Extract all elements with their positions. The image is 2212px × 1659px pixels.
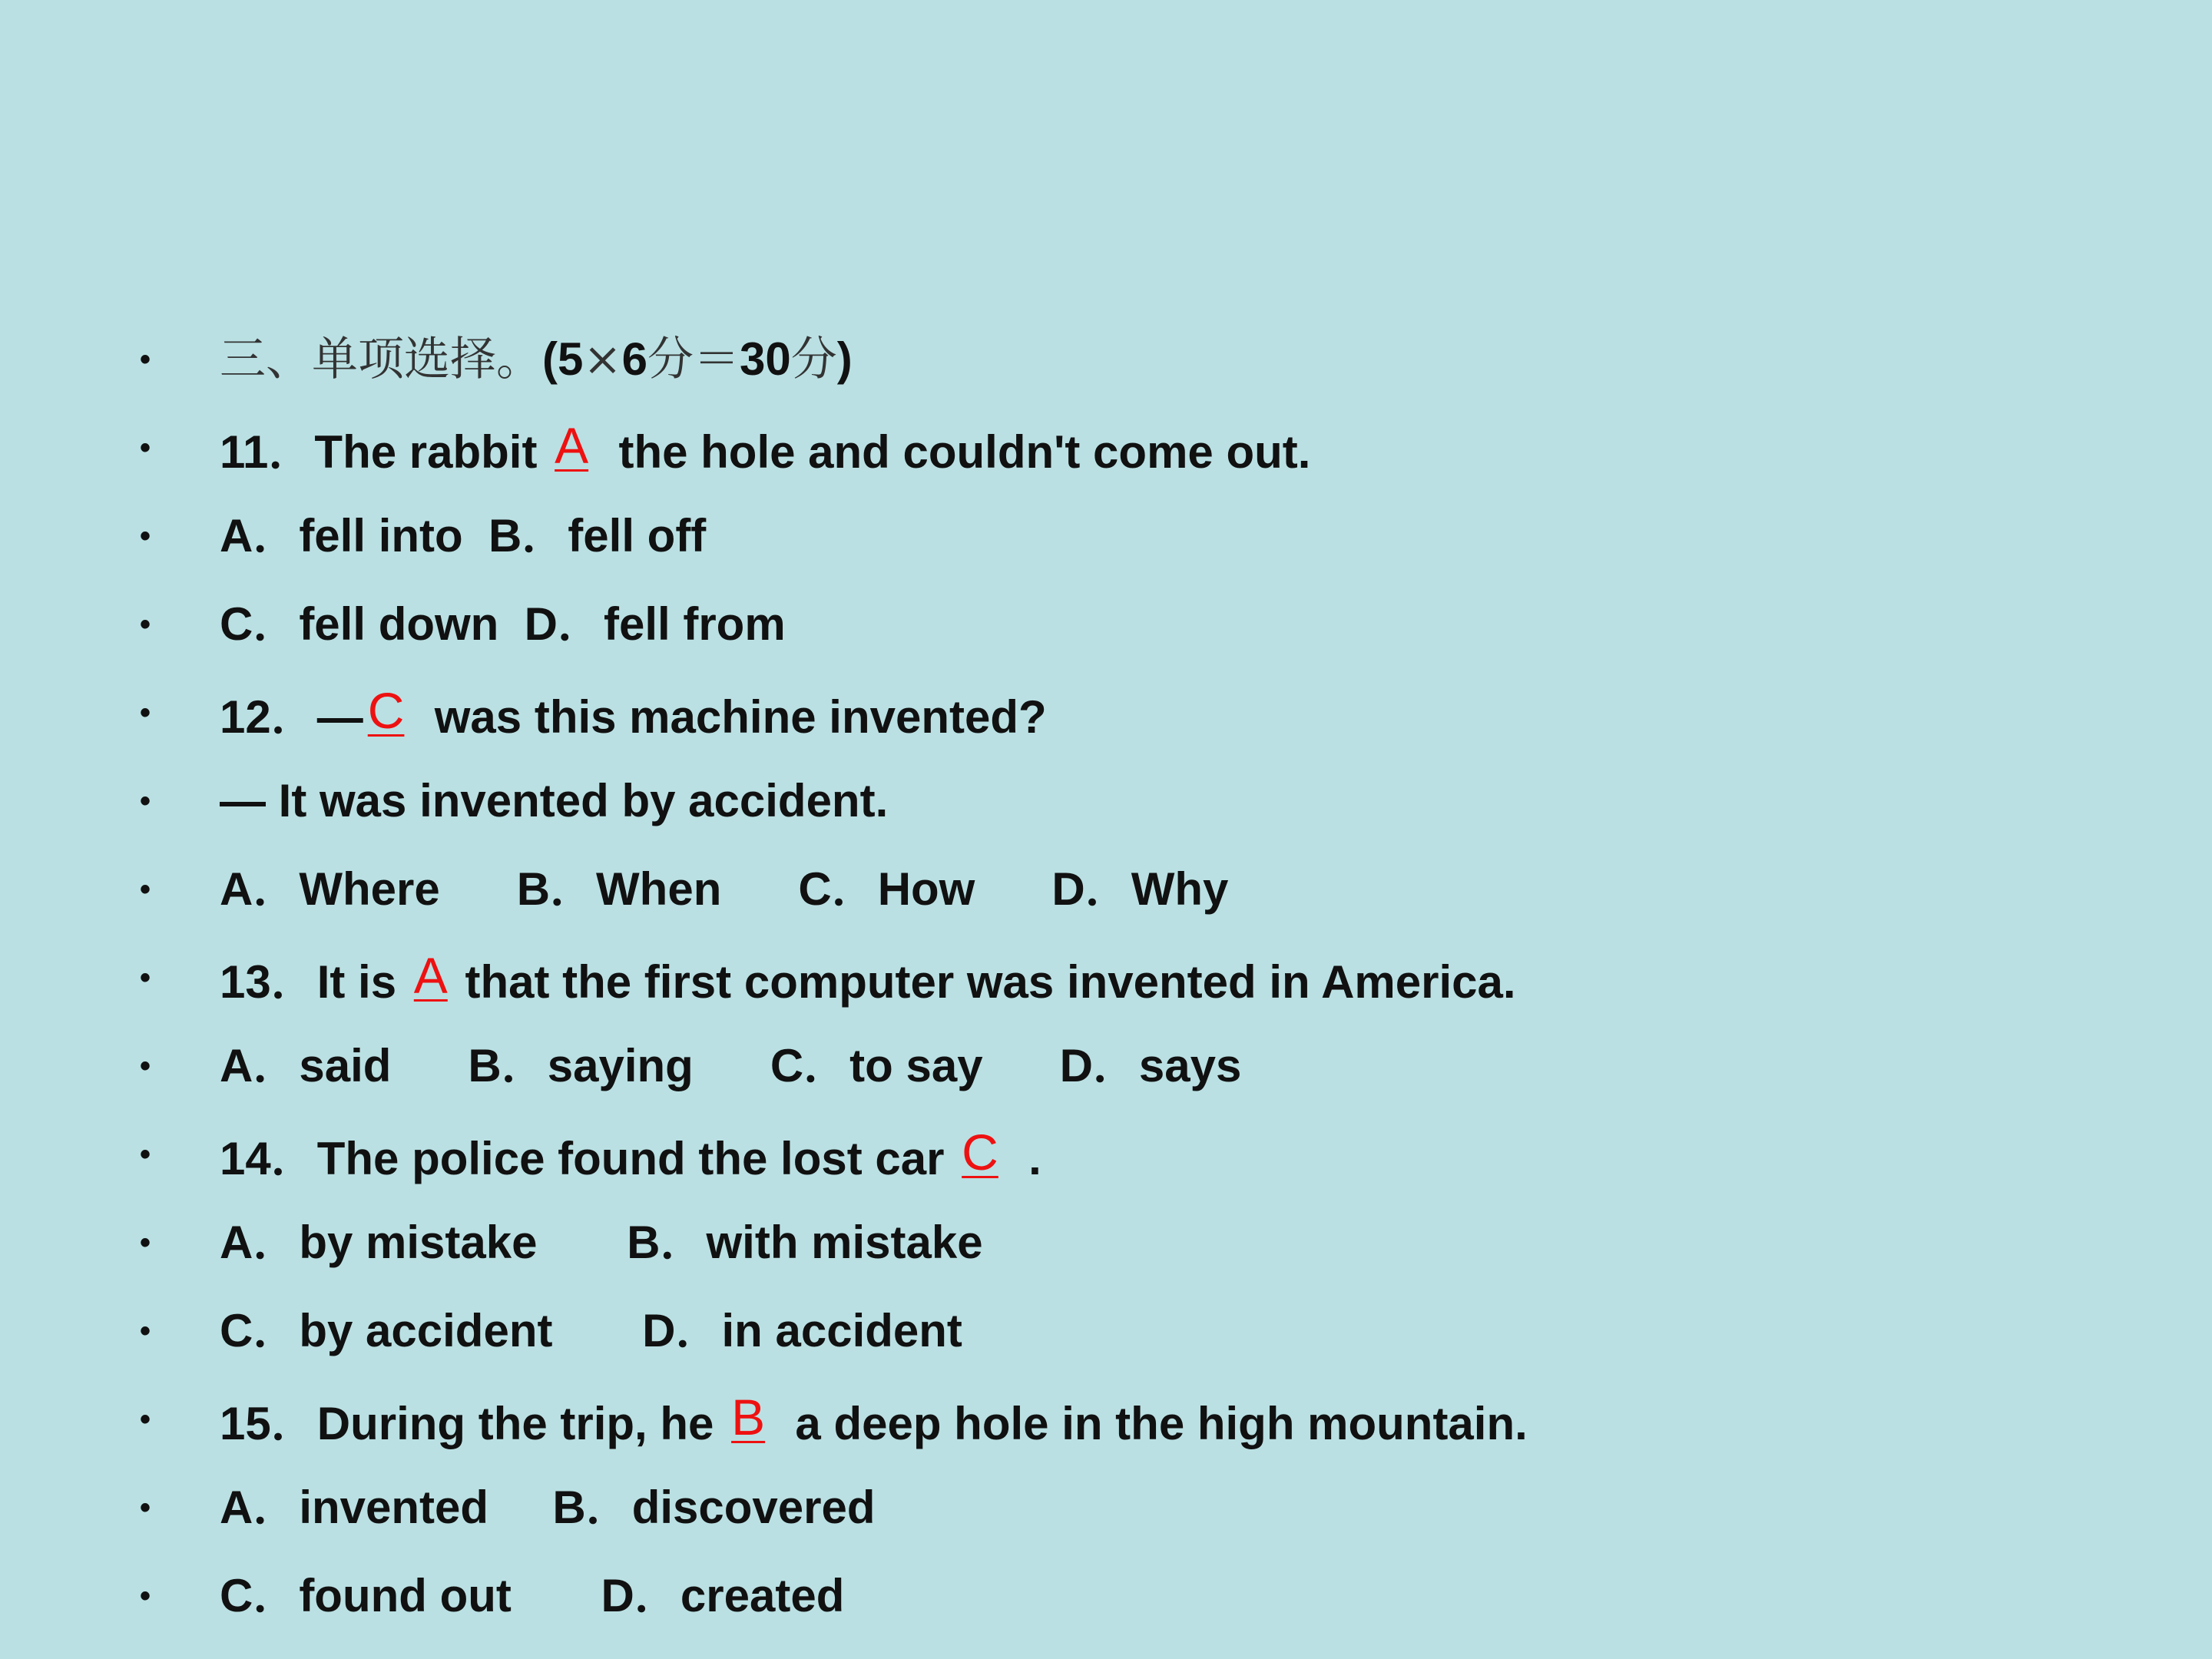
section-heading-line	[0, 315, 2212, 403]
bullet: •	[139, 430, 151, 465]
options-text: C．fell down D．fell from	[220, 598, 786, 650]
answer-mark: A	[413, 946, 448, 1004]
options-line	[0, 492, 2212, 580]
section-equals: ＝	[694, 332, 740, 386]
question-12	[0, 668, 2212, 757]
bullet: •	[139, 1137, 151, 1171]
bullet: •	[139, 1313, 151, 1348]
question-stem-after: .	[1002, 1132, 1041, 1184]
question-stem-after: the hole and couldn't come out.	[593, 426, 1311, 478]
question-stem-before: 14．The police found the lost car	[220, 1132, 958, 1184]
question-stem-before: 12．—	[220, 690, 363, 743]
bullet: •	[139, 518, 151, 553]
options-line	[0, 580, 2212, 668]
bullet: •	[139, 1225, 151, 1260]
question-text	[220, 681, 1047, 743]
response-text: — It was invented by accident.	[220, 774, 889, 826]
question-11	[0, 403, 2212, 492]
question-stem-after: was this machine invented?	[409, 690, 1047, 743]
question-15	[0, 1375, 2212, 1463]
bullet: •	[139, 342, 151, 376]
answer-mark: B	[731, 1388, 766, 1445]
section-heading	[220, 332, 853, 386]
bullet: •	[139, 1402, 151, 1436]
bullet: •	[139, 1048, 151, 1083]
section-score-open: (5	[542, 333, 584, 385]
question-stem-before: 13．It is	[220, 955, 409, 1008]
answer-mark: A	[555, 416, 589, 474]
question-text	[220, 1123, 1041, 1184]
question-stem-before: 11．The rabbit	[220, 426, 551, 478]
options-text: A．by mistake B．with mistake	[220, 1216, 983, 1268]
question-text	[220, 1388, 1528, 1449]
response-line	[0, 757, 2212, 845]
options-line	[0, 1198, 2212, 1286]
answer-mark: C	[962, 1123, 998, 1181]
options-line	[0, 1286, 2212, 1375]
bullet: •	[139, 783, 151, 818]
answer-mark: C	[367, 681, 405, 739]
bullet: •	[139, 872, 151, 906]
question-13	[0, 933, 2212, 1022]
question-stem-before: 15．During the trip, he	[220, 1397, 727, 1449]
question-stem-after: a deep hole in the high mountain.	[770, 1397, 1528, 1449]
bullet: •	[139, 1578, 151, 1613]
section-title-prefix: 三、单项选择。	[220, 332, 542, 386]
options-text: A．Where B．When C．How D．Why	[220, 863, 1229, 915]
question-stem-after: that the first computer was invented in America.	[452, 955, 1516, 1008]
options-line	[0, 1022, 2212, 1110]
options-text: C．found out D．created	[220, 1569, 845, 1621]
options-text: A．fell into B．fell off	[220, 509, 707, 561]
section-score-mid: 6	[621, 333, 648, 385]
question-text	[220, 416, 1311, 478]
question-text	[220, 946, 1516, 1008]
section-unit-1: 分	[647, 332, 694, 386]
section-total: 30	[740, 333, 791, 385]
section-times-sign: ×	[583, 332, 622, 386]
options-text: C．by accident D．in accident	[220, 1304, 962, 1356]
options-line	[0, 1551, 2212, 1640]
section-score-close: )	[836, 333, 853, 385]
options-text: A．invented B．discovered	[220, 1481, 876, 1533]
question-14	[0, 1110, 2212, 1198]
options-line	[0, 845, 2212, 933]
bullet: •	[139, 960, 151, 995]
options-text: A．said B．saying C．to say D．says	[220, 1039, 1242, 1091]
section-unit-2: 分	[790, 332, 837, 386]
bullet: •	[139, 695, 151, 730]
bullet: •	[139, 1490, 151, 1525]
bullet: •	[139, 607, 151, 641]
options-line	[0, 1463, 2212, 1551]
